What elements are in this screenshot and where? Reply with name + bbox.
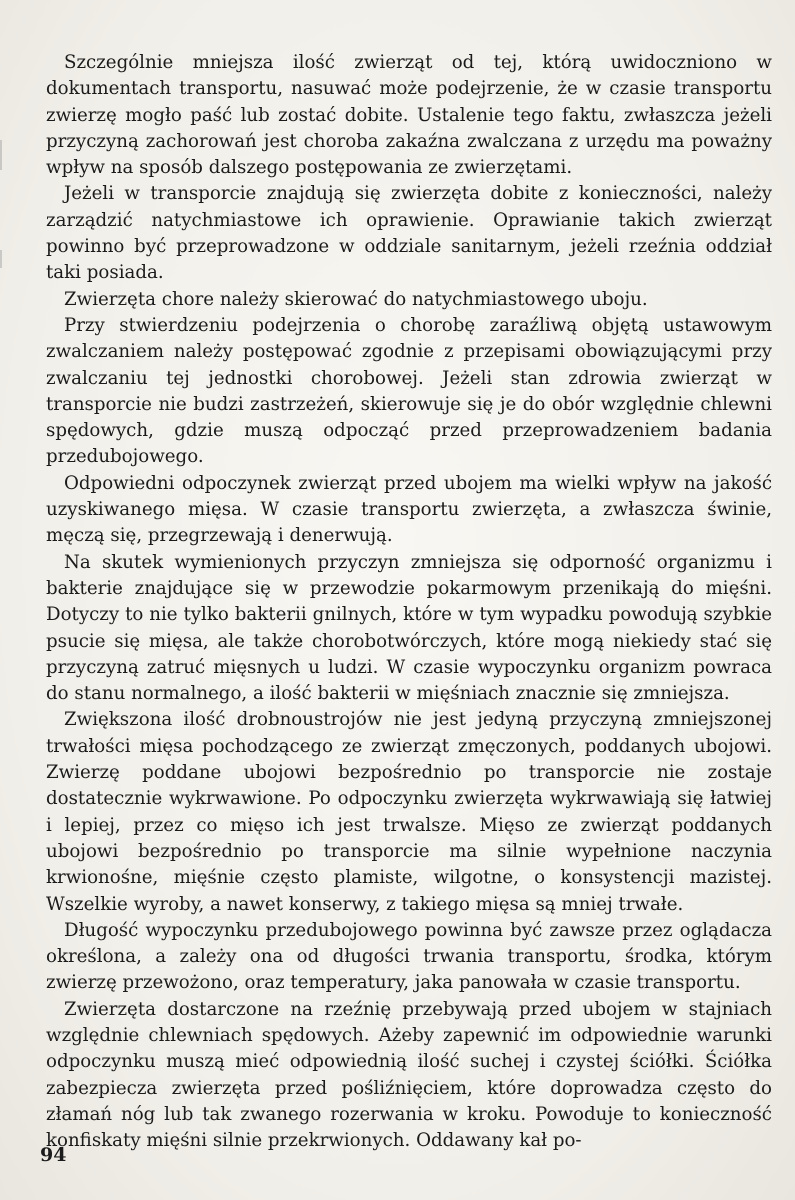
scan-margin-mark xyxy=(0,250,2,268)
paragraph: Na skutek wymienionych przyczyn zmniejsza się odporność organizmu i bakterie znajdujące się w przewodzie pokarmowym przenikają do mięśni. Dotyczy to nie tylko bakterii gnilnych, które w tym wypadku powodują szybkie psucie się mięsa, ale także chorobotwórczych, które mogą niekiedy stać się przyczyną zatruć mięsnych u ludzi. W czasie wypoczynku organizm powraca do stanu normalnego, a ilość bakterii w mięśniach znacznie się zmniejsza. xyxy=(46,551,772,705)
body-text xyxy=(46,50,772,1154)
page-number: 94 xyxy=(40,1144,67,1166)
paragraph: Odpowiedni odpoczynek zwierząt przed ubojem ma wielki wpływ na jakość uzyskiwanego mięsa. W czasie transportu zwierzęta, a zwłaszcza świnie, męczą się, przegrzewają i denerwują. xyxy=(46,472,772,547)
paragraph: Zwierzęta chore należy skierować do natychmiastowego uboju. xyxy=(64,288,648,310)
scan-margin-mark xyxy=(0,140,2,170)
paragraph: Zwiększona ilość drobnoustrojów nie jest jedyną przyczyną zmniejszonej trwałości mięsa pochodzącego ze zwierząt zmęczonych, poddanych ubojowi. Zwierzę poddane ubojowi bezpośrednio po transporcie nie zostaje dostatecznie wykrwawione. Po odpoczynku zwierzęta wykrwawiają się łatwiej i lepiej, przez co mięso ich jest trwalsze. Mięso ze zwierząt poddanych ubojowi bezpośrednio po transporcie ma silnie wypełnione naczynia krwionośne, mięśnie często plamiste, wilgotne, o konsystencji mazistej. Wszelkie wyroby, a nawet konserwy, z takiego mięsa są mniej trwałe. xyxy=(46,709,772,915)
paragraph: Przy stwierdzeniu podejrzenia o chorobę zaraźliwą objętą ustawowym zwalczaniem należy postępować zgodnie z przepisami obowiązującymi przy zwalczaniu tej jednostki chorobowej. Jeżeli stan zdrowia zwierząt w transporcie nie budzi zastrzeżeń, skierowuje się je do obór względnie chlewni spędowych, gdzie muszą odpocząć przed przeprowadzeniem badania przedubojowego. xyxy=(46,314,772,468)
paragraph: Jeżeli w transporcie znajdują się zwierzęta dobite z konieczności, należy zarządzić natychmiastowe ich oprawienie. Oprawianie takich zwierząt powinno być przeprowadzone w oddziale sanitarnym, jeżeli rzeźnia oddział taki posiada. xyxy=(46,183,772,284)
paragraph: Zwierzęta dostarczone na rzeźnię przebywają przed ubojem w stajniach względnie chlewniach spędowych. Ażeby zapewnić im odpowiednie warunki odpoczynku muszą mieć odpowiednią ilość suchej i czystej ściółki. Ściółka zabezpiecza zwierzęta przed pośliźnięciem, które doprowadza często do złamań nóg lub tak zwanego rozerwania w kroku. Powoduje to konieczność konfiskaty mięśni silnie przekrwionych. Oddawany kał po- xyxy=(46,998,772,1152)
paragraph: Długość wypoczynku przedubojowego powinna być zawsze przez oglądacza określona, a zależy ona od długości trwania transportu, środka, którym zwierzę przewożono, oraz temperatury, jaka panowała w czasie transportu. xyxy=(46,919,772,994)
paragraph: Szczególnie mniejsza ilość zwierząt od tej, którą uwidoczniono w dokumentach transportu, nasuwać może podejrzenie, że w czasie transportu zwierzę mogło paść lub zostać dobite. Ustalenie tego faktu, zwłaszcza jeżeli przyczyną zachorowań jest choroba zakaźna zwalczana z urzędu ma poważny wpływ na sposób dalszego postępowania ze zwierzętami. xyxy=(46,52,772,179)
